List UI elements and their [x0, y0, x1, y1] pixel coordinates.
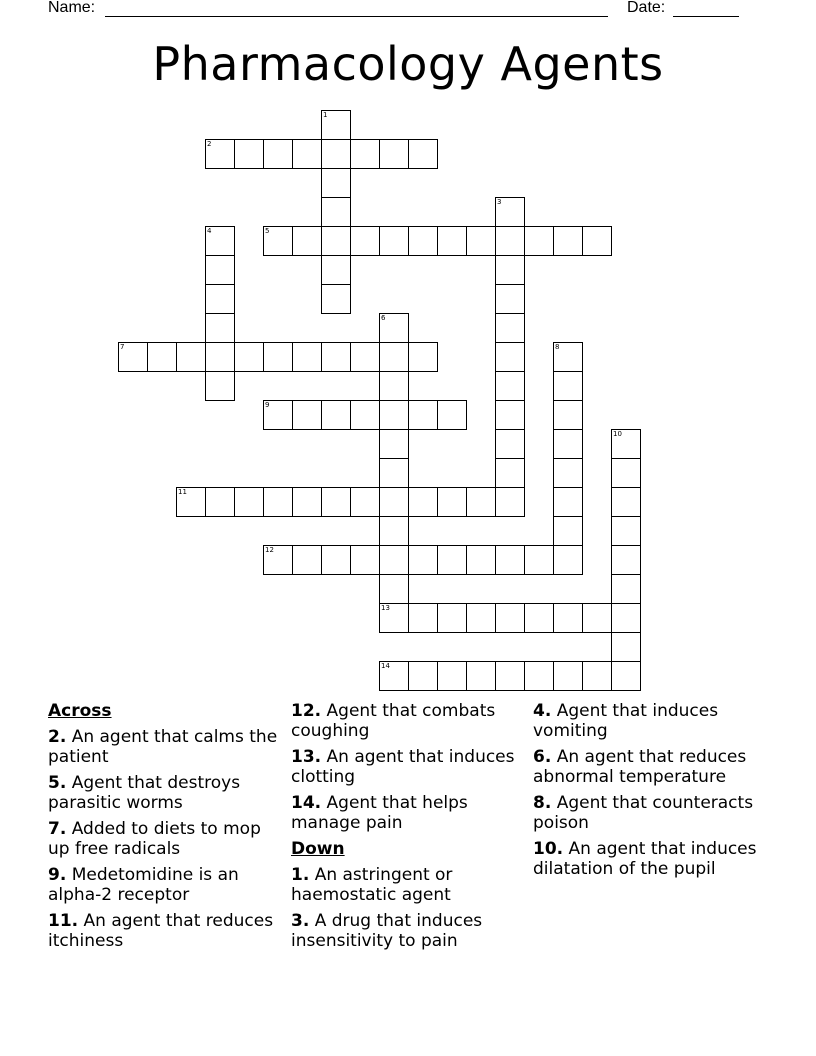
- clue-down-1: [291, 865, 523, 905]
- cell-number: 1: [323, 111, 328, 119]
- crossword-cell[interactable]: [437, 603, 467, 633]
- crossword-cell[interactable]: [321, 255, 351, 285]
- crossword-cell[interactable]: [379, 400, 409, 430]
- crossword-cell[interactable]: [321, 284, 351, 314]
- crossword-cell[interactable]: [466, 661, 496, 691]
- crossword-cell[interactable]: [147, 342, 177, 372]
- clue-across-2: [48, 727, 280, 767]
- clue-text: An astringent or haemostatic agent: [291, 865, 453, 905]
- crossword-cell[interactable]: [495, 284, 525, 314]
- crossword-cell[interactable]: [466, 603, 496, 633]
- clue-number: 10.: [533, 839, 564, 859]
- clue-number: 13.: [291, 747, 322, 767]
- crossword-cell[interactable]: [263, 139, 293, 169]
- clues-column-1: [48, 701, 280, 957]
- crossword-cell[interactable]: [350, 139, 380, 169]
- crossword-cell[interactable]: [553, 487, 583, 517]
- cell-number: 8: [555, 343, 560, 351]
- clue-across-5: [48, 773, 280, 813]
- cell-number: 2: [207, 140, 212, 148]
- crossword-cell[interactable]: [611, 545, 641, 575]
- cell-number: 14: [381, 662, 390, 670]
- crossword-cell[interactable]: [205, 371, 235, 401]
- crossword-cell[interactable]: [379, 574, 409, 604]
- clue-number: 1.: [291, 865, 310, 885]
- crossword-cell[interactable]: [611, 429, 641, 459]
- crossword-cell[interactable]: [495, 661, 525, 691]
- crossword-cell[interactable]: [553, 371, 583, 401]
- cell-number: 9: [265, 401, 270, 409]
- crossword-cell[interactable]: [524, 545, 554, 575]
- crossword-cell[interactable]: [379, 226, 409, 256]
- crossword-cell[interactable]: [437, 400, 467, 430]
- crossword-cell[interactable]: [205, 226, 235, 256]
- crossword-cell[interactable]: [437, 226, 467, 256]
- crossword-cell[interactable]: [321, 400, 351, 430]
- clue-text: Agent that helps manage pain: [291, 793, 468, 833]
- crossword-cell[interactable]: [553, 603, 583, 633]
- clue-text: Agent that combats coughing: [291, 701, 496, 741]
- cell-number: 5: [265, 227, 270, 235]
- clue-text: Agent that destroys parasitic worms: [48, 773, 241, 813]
- clue-number: 7.: [48, 819, 67, 839]
- cell-number: 10: [613, 430, 622, 438]
- crossword-cell[interactable]: [408, 545, 438, 575]
- clue-number: 6.: [533, 747, 552, 767]
- crossword-cell[interactable]: [408, 603, 438, 633]
- date-line[interactable]: [673, 16, 739, 17]
- crossword-cell[interactable]: [118, 342, 148, 372]
- crossword-cell[interactable]: [611, 661, 641, 691]
- crossword-cell[interactable]: [263, 226, 293, 256]
- crossword-cell[interactable]: [350, 545, 380, 575]
- crossword-cell[interactable]: [321, 110, 351, 140]
- crossword-cell[interactable]: [408, 139, 438, 169]
- crossword-cell[interactable]: [495, 342, 525, 372]
- cell-number: 3: [497, 198, 502, 206]
- clue-text: An agent that calms the patient: [48, 727, 278, 767]
- down-heading: Down: [291, 839, 345, 859]
- crossword-cell[interactable]: [437, 487, 467, 517]
- clue-down-4: [533, 701, 765, 741]
- clue-text: An agent that reduces abnormal temperature: [533, 747, 747, 787]
- crossword-cell[interactable]: [263, 545, 293, 575]
- clue-across-7: [48, 819, 280, 859]
- crossword-cell[interactable]: [234, 487, 264, 517]
- crossword-cell[interactable]: [553, 516, 583, 546]
- clue-number: 14.: [291, 793, 322, 813]
- crossword-cell[interactable]: [379, 371, 409, 401]
- crossword-cell[interactable]: [379, 342, 409, 372]
- clue-number: 2.: [48, 727, 67, 747]
- crossword-cell[interactable]: [263, 342, 293, 372]
- clue-across-9: [48, 865, 280, 905]
- crossword-cell[interactable]: [495, 400, 525, 430]
- crossword-cell[interactable]: [350, 487, 380, 517]
- crossword-cell[interactable]: [495, 603, 525, 633]
- crossword-cell[interactable]: [524, 603, 554, 633]
- clue-number: 9.: [48, 865, 67, 885]
- crossword-cell[interactable]: [379, 487, 409, 517]
- clue-number: 4.: [533, 701, 552, 721]
- crossword-cell[interactable]: [379, 139, 409, 169]
- crossword-cell[interactable]: [553, 545, 583, 575]
- crossword-cell[interactable]: [379, 545, 409, 575]
- crossword-cell[interactable]: [379, 661, 409, 691]
- crossword-cell[interactable]: [437, 545, 467, 575]
- crossword-cell[interactable]: [553, 400, 583, 430]
- cell-number: 7: [120, 343, 125, 351]
- crossword-cell[interactable]: [495, 458, 525, 488]
- crossword-cell[interactable]: [495, 545, 525, 575]
- crossword-cell[interactable]: [350, 400, 380, 430]
- clue-number: 5.: [48, 773, 67, 793]
- clue-number: 8.: [533, 793, 552, 813]
- crossword-cell[interactable]: [263, 400, 293, 430]
- crossword-cell[interactable]: [379, 429, 409, 459]
- crossword-cell[interactable]: [582, 661, 612, 691]
- cell-number: 4: [207, 227, 212, 235]
- crossword-cell[interactable]: [176, 342, 206, 372]
- page-title: Pharmacology Agents: [152, 37, 664, 91]
- clue-across-12: [291, 701, 523, 741]
- clue-text: An agent that induces clotting: [291, 747, 515, 787]
- cell-number: 11: [178, 488, 187, 496]
- crossword-cell[interactable]: [321, 487, 351, 517]
- crossword-cell[interactable]: [495, 197, 525, 227]
- crossword-cell[interactable]: [582, 603, 612, 633]
- crossword-cell[interactable]: [495, 226, 525, 256]
- crossword-cell[interactable]: [205, 139, 235, 169]
- crossword-cell[interactable]: [408, 487, 438, 517]
- name-label: Name:: [48, 0, 96, 16]
- crossword-cell[interactable]: [292, 226, 322, 256]
- crossword-cell[interactable]: [611, 458, 641, 488]
- crossword-cell[interactable]: [321, 139, 351, 169]
- crossword-cell[interactable]: [205, 487, 235, 517]
- crossword-cell[interactable]: [553, 458, 583, 488]
- crossword-cell[interactable]: [379, 458, 409, 488]
- crossword-cell[interactable]: [321, 168, 351, 198]
- name-line[interactable]: [105, 16, 608, 17]
- clue-text: Medetomidine is an alpha-2 receptor: [48, 865, 239, 905]
- crossword-cell[interactable]: [321, 545, 351, 575]
- crossword-cell[interactable]: [234, 342, 264, 372]
- crossword-cell[interactable]: [205, 342, 235, 372]
- crossword-cell[interactable]: [611, 632, 641, 662]
- clue-number: 12.: [291, 701, 322, 721]
- crossword-cell[interactable]: [205, 255, 235, 285]
- clues-column-3: [533, 701, 765, 885]
- crossword-cell[interactable]: [408, 226, 438, 256]
- clues-column-2: [291, 701, 523, 957]
- clue-number: 11.: [48, 911, 79, 931]
- clue-down-10: [533, 839, 765, 879]
- crossword-cell[interactable]: [292, 487, 322, 517]
- crossword-cell[interactable]: [263, 487, 293, 517]
- crossword-cell[interactable]: [495, 313, 525, 343]
- crossword-cell[interactable]: [524, 661, 554, 691]
- worksheet-header: [48, 0, 748, 20]
- crossword-cell[interactable]: [582, 226, 612, 256]
- across-heading: Across: [48, 701, 112, 721]
- clue-text: An agent that induces dilatation of the pupil: [533, 839, 757, 879]
- crossword-cell[interactable]: [466, 226, 496, 256]
- crossword-cell[interactable]: [292, 139, 322, 169]
- crossword-cell[interactable]: [379, 603, 409, 633]
- date-label: Date:: [627, 0, 666, 16]
- crossword-cell[interactable]: [321, 226, 351, 256]
- crossword-cell[interactable]: [611, 516, 641, 546]
- crossword-cell[interactable]: [553, 342, 583, 372]
- crossword-cell[interactable]: [466, 487, 496, 517]
- crossword-cell[interactable]: [205, 313, 235, 343]
- clue-down-6: [533, 747, 765, 787]
- clue-across-13: [291, 747, 523, 787]
- clue-text: An agent that reduces itchiness: [48, 911, 274, 951]
- crossword-cell[interactable]: [205, 284, 235, 314]
- crossword-cell[interactable]: [495, 371, 525, 401]
- clue-text: A drug that induces insensitivity to pain: [291, 911, 483, 951]
- clue-across-11: [48, 911, 280, 951]
- cell-number: 13: [381, 604, 390, 612]
- crossword-cell[interactable]: [466, 545, 496, 575]
- cell-number: 6: [381, 314, 386, 322]
- clue-across-14: [291, 793, 523, 833]
- crossword-cell[interactable]: [495, 429, 525, 459]
- clue-text: Agent that counteracts poison: [533, 793, 754, 833]
- cell-number: 12: [265, 546, 274, 554]
- crossword-cell[interactable]: [350, 342, 380, 372]
- crossword-cell[interactable]: [292, 545, 322, 575]
- crossword-cell[interactable]: [292, 342, 322, 372]
- clue-down-8: [533, 793, 765, 833]
- clue-text: Agent that induces vomiting: [533, 701, 719, 741]
- crossword-cell[interactable]: [321, 197, 351, 227]
- crossword-cell[interactable]: [611, 487, 641, 517]
- clue-text: Added to diets to mop up free radicals: [48, 819, 261, 859]
- crossword-cell[interactable]: [408, 342, 438, 372]
- crossword-cell[interactable]: [553, 661, 583, 691]
- crossword-cell[interactable]: [553, 226, 583, 256]
- clue-down-3: [291, 911, 523, 951]
- crossword-cell[interactable]: [408, 400, 438, 430]
- crossword-cell[interactable]: [408, 661, 438, 691]
- crossword-cell[interactable]: [350, 226, 380, 256]
- crossword-cell[interactable]: [611, 603, 641, 633]
- crossword-cell[interactable]: [379, 313, 409, 343]
- crossword-cell[interactable]: [524, 226, 554, 256]
- crossword-cell[interactable]: [379, 516, 409, 546]
- crossword-cell[interactable]: [495, 255, 525, 285]
- crossword-cell[interactable]: [437, 661, 467, 691]
- crossword-cell[interactable]: [611, 574, 641, 604]
- crossword-cell[interactable]: [234, 139, 264, 169]
- crossword-cell[interactable]: [292, 400, 322, 430]
- crossword-cell[interactable]: [495, 487, 525, 517]
- crossword-cell[interactable]: [553, 429, 583, 459]
- clue-number: 3.: [291, 911, 310, 931]
- crossword-cell[interactable]: [176, 487, 206, 517]
- crossword-cell[interactable]: [321, 342, 351, 372]
